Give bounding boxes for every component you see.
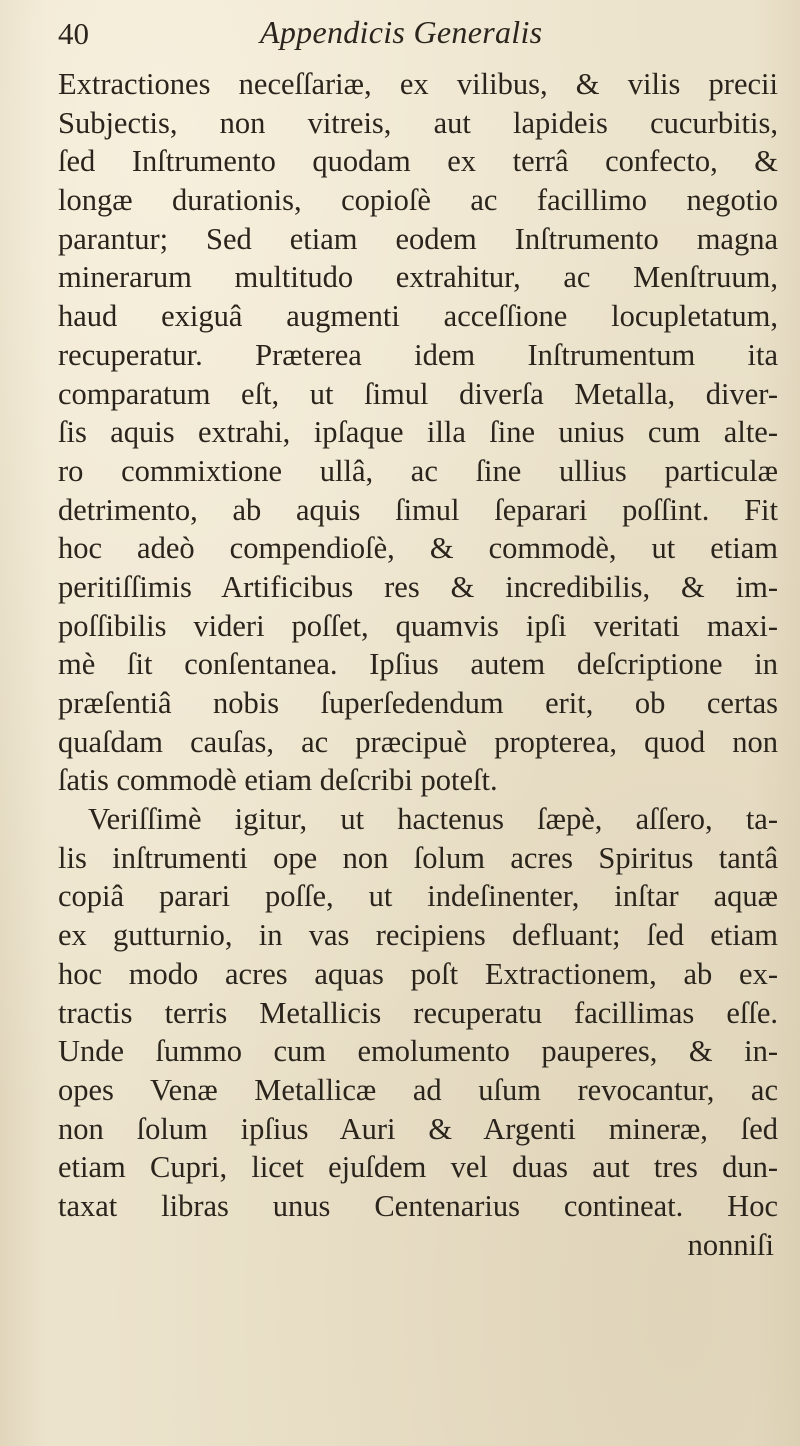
- text-line: Subjectis, non vitreis, aut lapideis cucurbitis,: [58, 105, 778, 140]
- text-line: hoc adeò compendioſè, & commodè, ut etiam: [58, 531, 778, 566]
- text-line: copiâ parari poſſe, ut indeſinenter, inſtar aquæ: [58, 879, 778, 914]
- text-line: ſis aquis extrahi, ipſaque illa ſine unius cum alte-: [58, 415, 778, 450]
- text-line: ex gutturnio, in vas recipiens defluant; ſed etiam: [58, 918, 778, 953]
- body-text: [58, 65, 778, 1264]
- text-line: non ſolum ipſius Auri & Argenti mineræ, ſed: [58, 1111, 778, 1146]
- text-line: Extractiones neceſſariæ, ex vilibus, & vilis precii: [58, 67, 778, 101]
- text-line: ro commixtione ullâ, ac ſine ullius particulæ: [58, 453, 778, 488]
- text-line: poſſibilis videri poſſet, quamvis ipſi veritati maxi-: [58, 608, 778, 643]
- text-line: tractis terris Metallicis recuperatu facillimas eſſe.: [58, 995, 778, 1030]
- text-line: ſed Inſtrumento quodam ex terrâ confecto, &: [58, 144, 778, 179]
- text-line: Unde ſummo cum emolumento pauperes, & in-: [58, 1034, 778, 1069]
- text-line: parantur; Sed etiam eodem Inſtrumento magna: [58, 221, 778, 256]
- text-line: etiam Cupri, licet ejuſdem vel duas aut tres dun-: [58, 1150, 778, 1185]
- text-line: quaſdam cauſas, ac præcipuè propterea, quod non: [58, 724, 778, 759]
- text-line: ſatis commodè etiam deſcribi poteſt.: [58, 763, 498, 798]
- text-line: taxat libras unus Centenarius contineat. Hoc: [58, 1188, 778, 1223]
- running-title: Appendicis Generalis: [260, 14, 543, 50]
- text-line: opes Venæ Metallicæ ad uſum revocantur, ac: [58, 1072, 778, 1107]
- text-line: haud exiguâ augmenti acceſſione locupletatum,: [58, 299, 778, 334]
- page-number: 40: [58, 16, 89, 51]
- text-line: lis inſtrumenti ope non ſolum acres Spiritus tantâ: [58, 840, 778, 875]
- text-line: comparatum eſt, ut ſimul diverſa Metalla, diver-: [58, 376, 778, 411]
- catchword: nonniſi: [687, 1227, 774, 1262]
- text-line: minerarum multitudo extrahitur, ac Menſtruum,: [58, 260, 778, 295]
- running-head: [58, 12, 778, 58]
- text-line: hoc modo acres aquas poſt Extractionem, ab ex-: [58, 956, 778, 991]
- text-line: longæ durationis, copioſè ac facillimo negotio: [58, 183, 778, 218]
- text-line: præſentiâ nobis ſuperſedendum erit, ob certas: [58, 686, 778, 720]
- text-line: recuperatur. Præterea idem Inſtrumentum ita: [58, 337, 778, 372]
- text-line: detrimento, ab aquis ſimul ſeparari poſſint. Fit: [58, 492, 778, 527]
- text-line: mè ſit conſentanea. Ipſius autem deſcriptione in: [58, 647, 778, 682]
- text-line: Veriſſimè igitur, ut hactenus ſæpè, aſſero, ta-: [88, 802, 778, 837]
- text-line: peritiſſimis Artificibus res & incredibilis, & im-: [58, 569, 778, 604]
